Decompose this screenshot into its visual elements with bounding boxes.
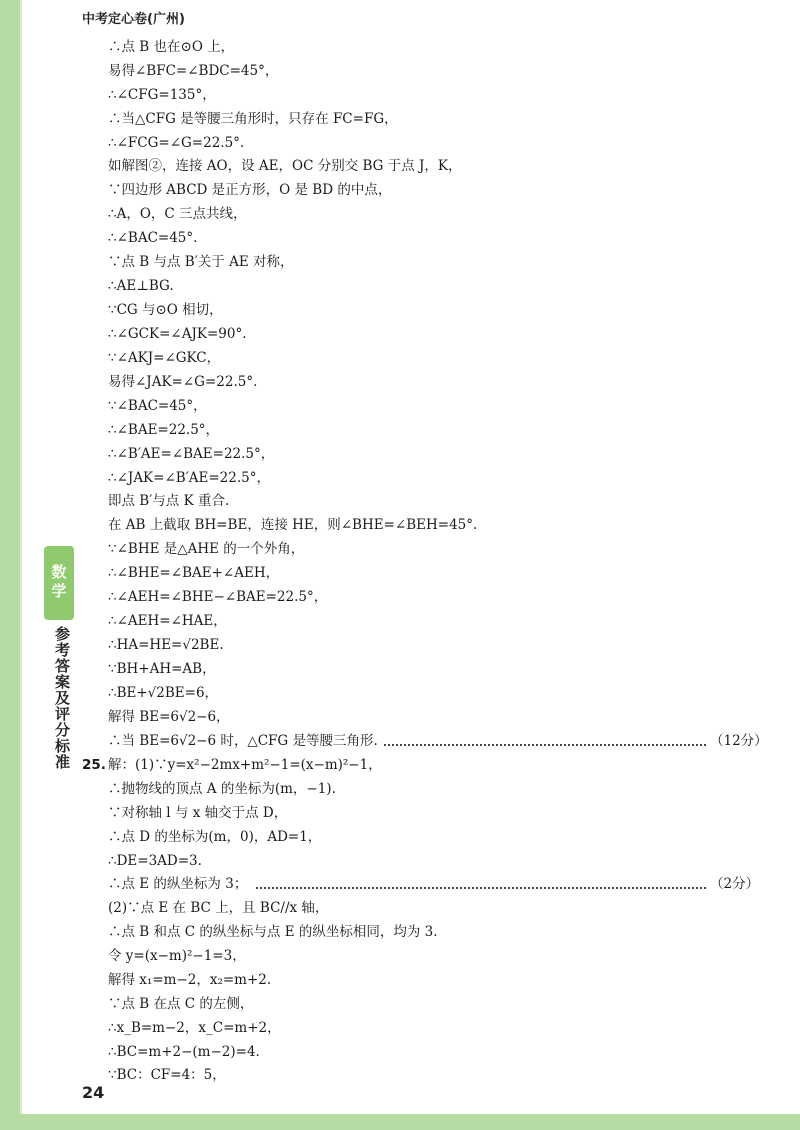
text-line: ∴∠B′AE=∠BAE=22.5°， — [108, 446, 275, 462]
text-line: ∴∠AEH=∠BHE−∠BAE=22.5°， — [108, 589, 328, 605]
text-line: ∵BC：CF=4：5， — [108, 1067, 226, 1083]
text-line: ∴x_B=m−2，x_C=m+2， — [108, 1020, 281, 1036]
text-line: ∴∠FCG=∠G=22.5°. — [108, 135, 245, 151]
text-line: ∵对称轴 l 与 x 轴交于点 D， — [108, 805, 288, 821]
text-line: ∴点 B 和点 C 的纵坐标与点 E 的纵坐标相同，均为 3. — [108, 924, 438, 940]
text-line: ∴抛物线的顶点 A 的坐标为(m，−1). — [108, 781, 336, 797]
text-line: ∴∠GCK=∠AJK=90°. — [108, 326, 247, 342]
left-color-band — [0, 0, 20, 1130]
text-line: ∴∠JAK=∠B′AE=22.5°， — [108, 470, 270, 486]
text-line: ∴当 BE=6√2−6 时，△CFG 是等腰三角形. — [108, 733, 378, 749]
text-line: ∴∠AEH=∠HAE， — [108, 613, 227, 629]
score-leader-dots — [256, 887, 706, 889]
text-line: 解：(1)∵y=x²−2mx+m²−1=(x−m)²−1， — [108, 757, 382, 773]
text-line: 在 AB 上截取 BH=BE，连接 HE，则∠BHE=∠BEH=45°. — [108, 517, 478, 533]
text-line: ∴HA=HE=√2BE. — [108, 637, 224, 653]
text-line: ∵∠BHE 是△AHE 的一个外角， — [108, 541, 305, 557]
text-line: 易得∠JAK=∠G=22.5°. — [108, 374, 258, 390]
text-line: 即点 B′与点 K 重合. — [108, 493, 230, 509]
score-mark: （12分） — [710, 733, 768, 749]
text-line: ∴DE=3AD=3. — [108, 853, 202, 869]
text-line: ∵∠BAC=45°， — [108, 398, 207, 414]
page-header: 中考定心卷(广州) — [82, 12, 185, 27]
text-line: 易得∠BFC=∠BDC=45°， — [108, 63, 279, 79]
text-line: 令 y=(x−m)²−1=3， — [108, 948, 246, 964]
text-line: ∴AE⊥BG. — [108, 278, 174, 294]
text-line: ∴点 D 的坐标为(m，0)，AD=1， — [108, 829, 322, 845]
question-number: 25. — [82, 757, 106, 773]
bottom-color-band — [0, 1114, 800, 1130]
score-mark: （2分） — [710, 876, 760, 892]
text-line: ∴∠CFG=135°， — [108, 87, 216, 103]
text-line: ∴BE+√2BE=6， — [108, 685, 219, 701]
text-line: ∴∠BHE=∠BAE+∠AEH， — [108, 565, 280, 581]
text-line: 解得 x₁=m−2，x₂=m+2. — [108, 972, 272, 988]
text-line: ∴∠BAE=22.5°， — [108, 422, 220, 438]
text-line: ∴点 B 也在⊙O 上， — [108, 39, 235, 55]
side-label: 参考答案及评分标准 — [53, 626, 71, 770]
text-line: ∴A，O，C 三点共线， — [108, 206, 247, 222]
text-line: 解得 BE=6√2−6， — [108, 709, 230, 725]
text-line: ∵点 B 与点 B′关于 AE 对称， — [108, 254, 294, 270]
text-line: ∴当△CFG 是等腰三角形时，只存在 FC=FG， — [108, 111, 398, 127]
text-line: ∵∠AKJ=∠GKC， — [108, 350, 221, 366]
text-line: ∵CG 与⊙O 相切， — [108, 302, 223, 318]
text-line: (2)∵点 E 在 BC 上，且 BC//x 轴， — [108, 900, 329, 916]
text-line: ∵四边形 ABCD 是正方形，O 是 BD 的中点， — [108, 182, 392, 198]
text-line: ∴BC=m+2−(m−2)=4. — [108, 1044, 260, 1060]
left-band-edge — [20, 0, 22, 1130]
page-number: 24 — [82, 1083, 105, 1102]
text-line: ∴点 E 的纵坐标为 3； — [108, 876, 248, 892]
text-line: 如解图②，连接 AO，设 AE，OC 分别交 BG 于点 J，K， — [108, 158, 462, 174]
text-line: ∵BH+AH=AB， — [108, 661, 216, 677]
subject-tab: 数学 — [44, 546, 74, 620]
text-line: ∵点 B 在点 C 的左侧， — [108, 996, 254, 1012]
text-line: ∴∠BAC=45°. — [108, 230, 198, 246]
score-leader-dots — [384, 744, 706, 746]
